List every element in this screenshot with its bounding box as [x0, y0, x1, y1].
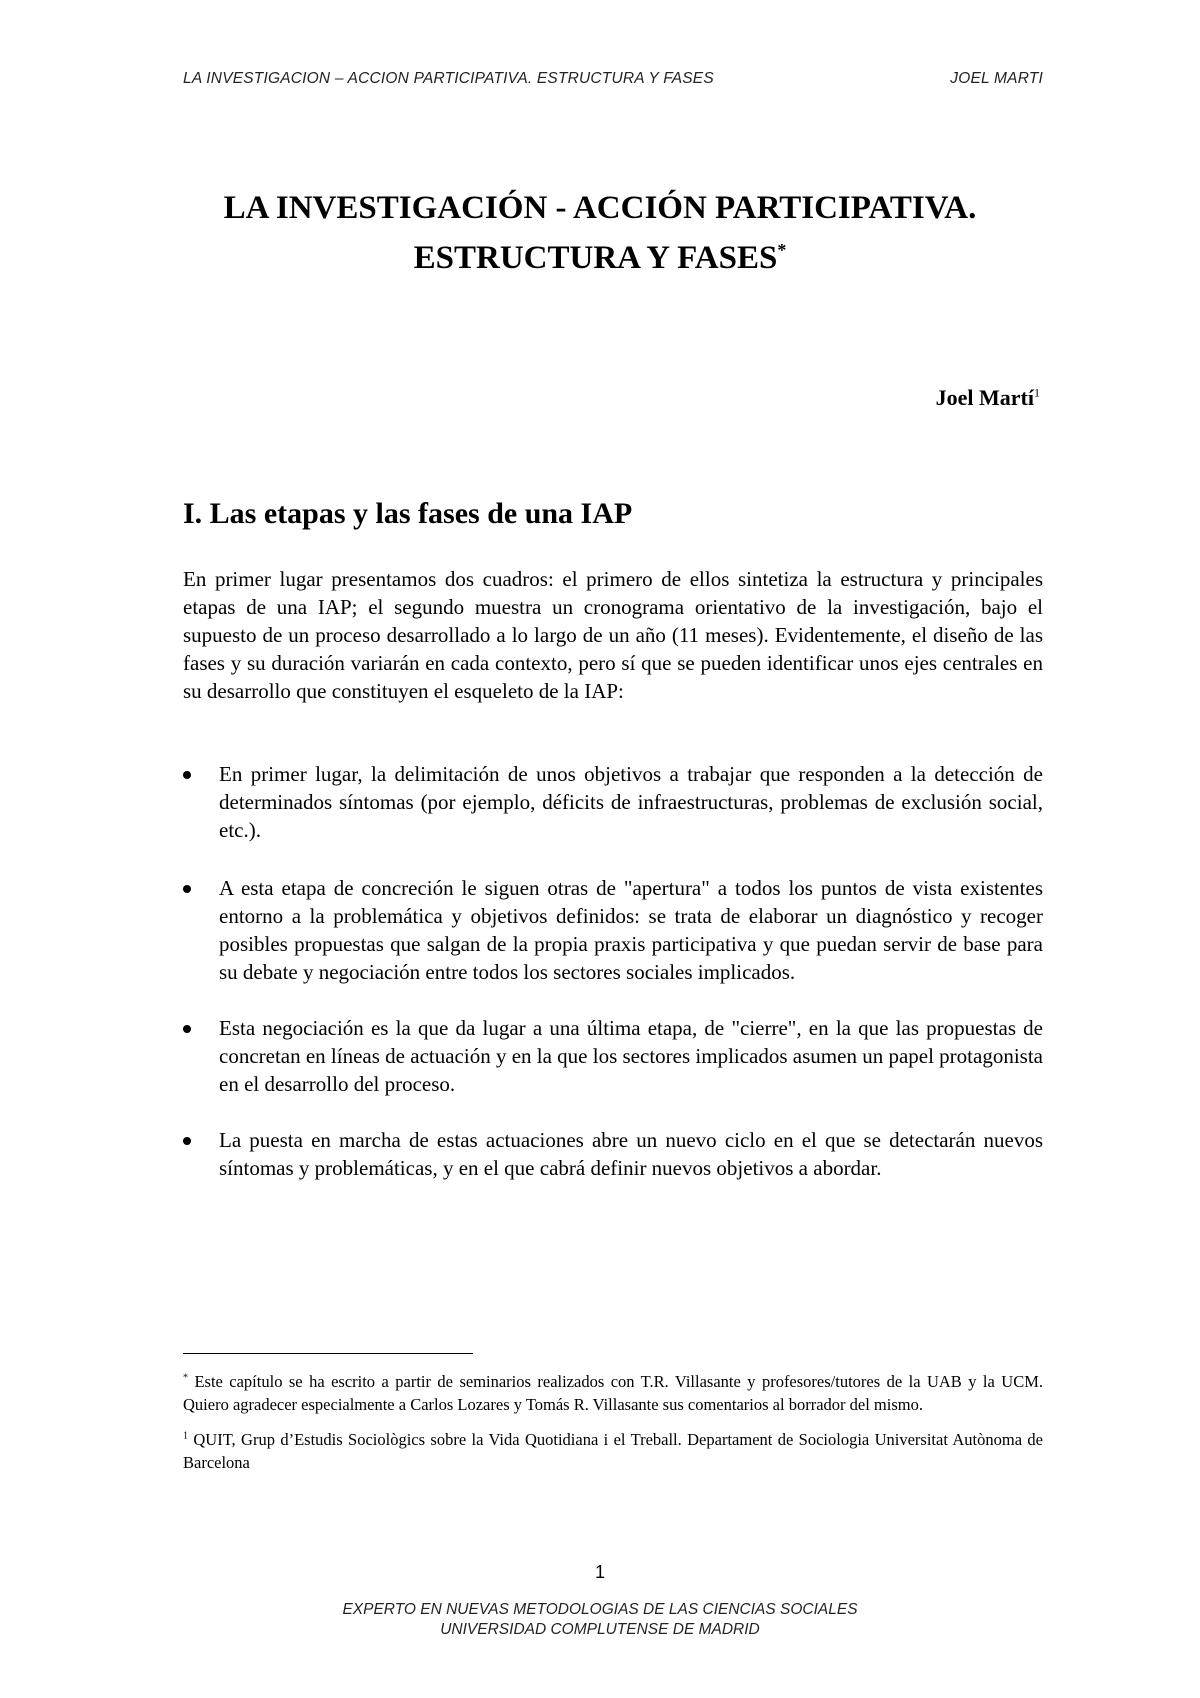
- footnote-2-text: QUIT, Grup d’Estudis Sociològics sobre la Vida Quotidiana i el Treball. Departament de Sociologia Universitat Autònoma de Barcelona: [183, 1430, 1043, 1472]
- list-item: [183, 1014, 1043, 1098]
- list-item: [183, 760, 1043, 844]
- title-line-2: ESTRUCTURA Y FASES: [413, 240, 778, 276]
- footnote-2: [183, 1428, 1043, 1474]
- footnote-2-marker: 1: [183, 1430, 188, 1442]
- footer-line-2: UNIVERSIDAD COMPLUTENSE DE MADRID: [440, 1621, 760, 1638]
- author-name-text: Joel Martí: [935, 385, 1034, 410]
- bullet-icon: [183, 1137, 191, 1145]
- footnote-1: [183, 1370, 1043, 1416]
- list-item-text: En primer lugar, la delimitación de unos objetivos a trabajar que responden a la detección de determinados síntomas (por ejemplo, déficits de infraestructuras, problemas de exclusión social, etc.).: [219, 762, 1043, 842]
- page-number: 1: [594, 1562, 605, 1582]
- bullet-list: [183, 760, 1043, 1182]
- intro-paragraph: En primer lugar presentamos dos cuadros: el primero de ellos sintetiza la estructura y principales etapas de una IAP; el segundo muestra un cronograma orientativo de la investigación, bajo el supuesto de un proceso desarrollado a lo largo de un año (11 meses). Evidentemente, el diseño de las fases y su duración variarán en cada contexto, pero sí que se pueden identificar unos ejes centrales en su desarrollo que constituyen el esqueleto de la IAP:: [183, 567, 1043, 703]
- footnote-divider: [183, 1353, 473, 1354]
- section-heading: I. Las etapas y las fases de una IAP: [183, 497, 633, 530]
- author-footnote-marker: 1: [1034, 385, 1040, 400]
- list-item-text: La puesta en marcha de estas actuaciones abre un nuevo ciclo en el que se detectarán nuevos síntomas y problemáticas, y en el que cabrá definir nuevos objetivos a abordar.: [219, 1128, 1043, 1180]
- list-item: [183, 1126, 1043, 1182]
- footnote-1-text: Este capítulo se ha escrito a partir de seminarios realizados con T.R. Villasante y profesores/tutores de la UAB y la UCM. Quiero agradecer especialmente a Carlos Lozares y Tomás R. Villasante sus comentarios al borrador del mismo.: [183, 1372, 1043, 1414]
- title-footnote-marker: *: [777, 240, 787, 260]
- list-item-text: Esta negociación es la que da lugar a una última etapa, de "cierre", en la que las propuestas de concretan en líneas de actuación y en la que los sectores implicados asumen un papel protagonista en el desarrollo del proceso.: [219, 1016, 1043, 1096]
- list-item-text: A esta etapa de concreción le siguen otras de "apertura" a todos los puntos de vista existentes entorno a la problemática y objetivos definidos: se trata de elaborar un diagnóstico y recoger posibles propuestas que salgan de la propia praxis participativa y que puedan servir de base para su debate y negociación entre todos los sectores sociales implicados.: [219, 876, 1043, 984]
- bullet-icon: [183, 885, 191, 893]
- running-footer: [0, 1600, 1200, 1640]
- bullet-icon: [183, 771, 191, 779]
- bullet-icon: [183, 1025, 191, 1033]
- author-name: [936, 385, 1040, 411]
- footnote-1-marker: *: [183, 1372, 188, 1384]
- header-author: JOEL MARTI: [950, 70, 1043, 87]
- title-line-1: LA INVESTIGACIÓN - ACCIÓN PARTICIPATIVA.: [223, 190, 977, 226]
- document-title: [150, 183, 1050, 283]
- footer-line-1: EXPERTO EN NUEVAS METODOLOGIAS DE LAS CIENCIAS SOCIALES: [342, 1601, 858, 1618]
- footnotes: [183, 1370, 1043, 1474]
- list-item: [183, 874, 1043, 986]
- header-title: LA INVESTIGACION – ACCION PARTICIPATIVA. ESTRUCTURA Y FASES: [183, 70, 714, 87]
